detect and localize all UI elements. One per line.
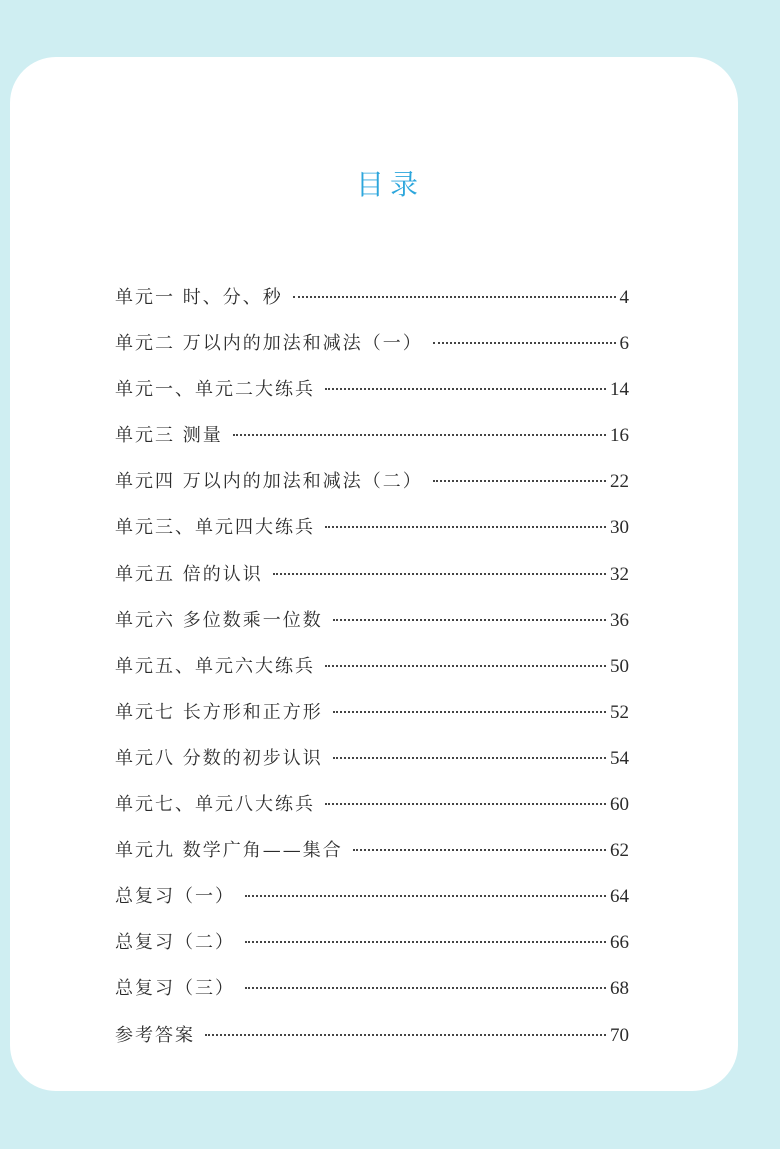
toc-leader-dots: [293, 296, 616, 298]
toc-leader-dots: [205, 1034, 606, 1036]
toc-leader-dots: [433, 342, 616, 344]
toc-leader-dots: [333, 757, 606, 759]
toc-entry-page-number: 6: [619, 333, 629, 355]
toc-entry-page-number: 70: [610, 1024, 629, 1046]
toc-entry-label: 单元八 分数的初步认识: [115, 747, 323, 769]
toc-entry[interactable]: [115, 324, 629, 370]
toc-entry-label: 单元五、单元六大练兵: [115, 655, 315, 677]
toc-entry[interactable]: [115, 370, 629, 416]
toc-entry-label: 总复习（一）: [115, 886, 235, 908]
toc-entry-page-number: 50: [610, 655, 629, 677]
toc-entry[interactable]: [115, 877, 629, 923]
toc-entry-label: 单元七 长方形和正方形: [115, 701, 323, 723]
toc-entry[interactable]: [115, 969, 629, 1015]
page-title: 目录: [355, 168, 424, 201]
toc-entry[interactable]: [115, 601, 629, 647]
toc-leader-dots: [245, 987, 606, 989]
toc-entry-page-number: 4: [619, 287, 629, 308]
toc-entry-label: 单元二 万以内的加法和减法（一）: [115, 333, 423, 355]
toc-leader-dots: [245, 895, 606, 897]
toc-entry[interactable]: [115, 278, 629, 324]
toc-entry-page-number: 54: [610, 747, 629, 769]
toc-entry-label: 单元三 测量: [115, 425, 223, 447]
toc-entry[interactable]: [115, 555, 629, 601]
toc-entry[interactable]: [115, 462, 629, 508]
toc-entry-page-number: 22: [610, 471, 629, 493]
toc-leader-dots: [325, 665, 606, 667]
toc-entry-page-number: 68: [610, 978, 629, 1000]
toc-entry-page-number: 30: [610, 517, 629, 539]
toc-leader-dots: [325, 803, 606, 805]
toc-leader-dots: [353, 849, 606, 851]
toc-entry[interactable]: [115, 508, 629, 554]
toc-entry[interactable]: [115, 739, 629, 785]
toc-entry[interactable]: [115, 647, 629, 693]
toc-entry-label: 单元一 时、分、秒: [115, 287, 283, 308]
table-of-contents: [115, 278, 629, 1062]
toc-entry-page-number: 66: [610, 932, 629, 954]
toc-entry[interactable]: [115, 1016, 629, 1062]
toc-leader-dots: [325, 388, 606, 390]
toc-entry-label: 单元五 倍的认识: [115, 563, 263, 585]
toc-entry-page-number: 60: [610, 794, 629, 816]
toc-entry-page-number: 14: [610, 379, 629, 401]
toc-leader-dots: [245, 941, 606, 943]
toc-leader-dots: [433, 480, 606, 482]
toc-entry[interactable]: [115, 785, 629, 831]
toc-entry-label: 单元六 多位数乘一位数: [115, 609, 323, 631]
toc-entry-label: 单元一、单元二大练兵: [115, 379, 315, 401]
toc-entry-page-number: 32: [610, 563, 629, 585]
toc-leader-dots: [233, 434, 606, 436]
toc-entry[interactable]: [115, 693, 629, 739]
toc-entry-page-number: 52: [610, 701, 629, 723]
toc-entry-label: 单元三、单元四大练兵: [115, 517, 315, 539]
toc-entry-label: 单元九 数学广角——集合: [115, 840, 343, 862]
toc-entry-page-number: 62: [610, 840, 629, 862]
toc-leader-dots: [325, 526, 606, 528]
toc-entry-label: 总复习（二）: [115, 932, 235, 954]
toc-leader-dots: [273, 573, 606, 575]
toc-entry-page-number: 16: [610, 425, 629, 447]
toc-leader-dots: [333, 619, 606, 621]
toc-entry-label: 参考答案: [115, 1024, 195, 1046]
toc-entry[interactable]: [115, 831, 629, 877]
toc-entry-page-number: 64: [610, 886, 629, 908]
toc-entry-label: 单元七、单元八大练兵: [115, 794, 315, 816]
toc-entry-label: 总复习（三）: [115, 978, 235, 1000]
toc-entry[interactable]: [115, 416, 629, 462]
toc-entry-page-number: 36: [610, 609, 629, 631]
toc-entry-label: 单元四 万以内的加法和减法（二）: [115, 471, 423, 493]
toc-leader-dots: [333, 711, 606, 713]
toc-entry[interactable]: [115, 923, 629, 969]
